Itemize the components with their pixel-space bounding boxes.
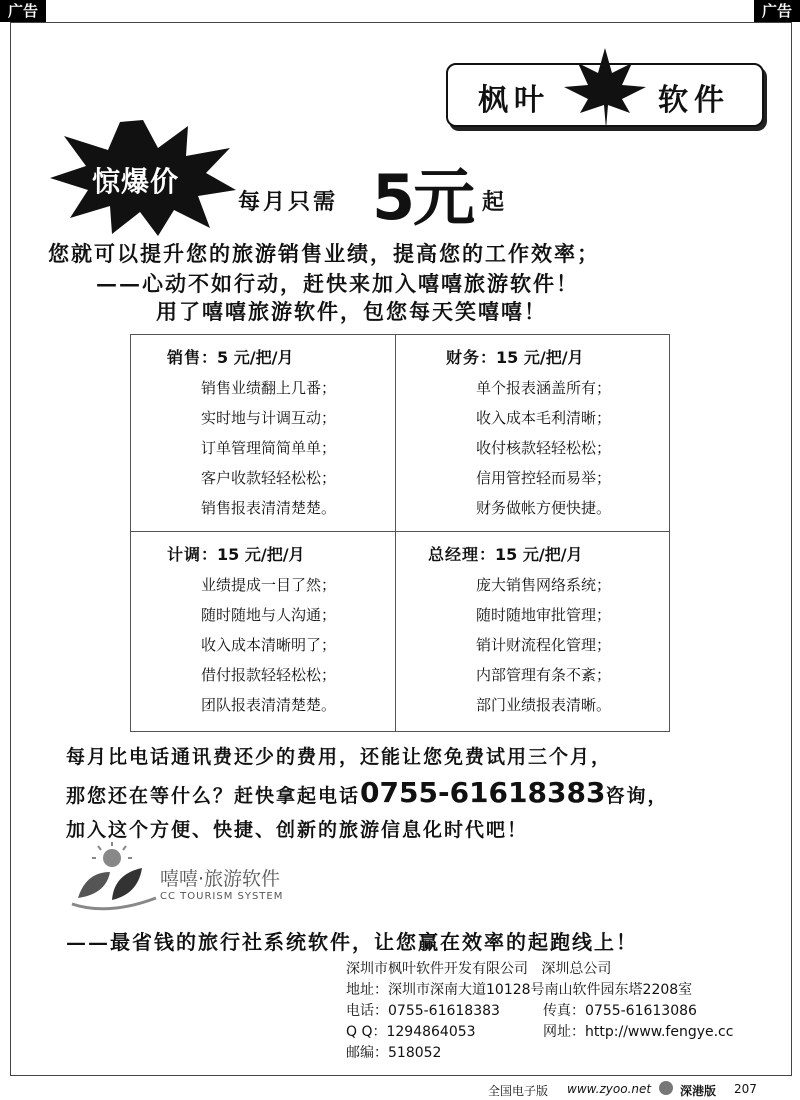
plan-feature: 销计财流程化管理； [476,636,612,654]
plan-feature: 信用管控轻而易举； [476,469,612,487]
plan-feature: 随时随地与人沟通； [201,606,337,624]
call-line: 加入这个方便、快捷、创新的旅游信息化时代吧！ [66,819,529,841]
grid-divider [395,335,396,731]
plan-feature: 业绩提成一目了然； [201,576,337,594]
company: 深圳市枫叶软件开发有限公司 [346,961,528,977]
plan-price: 5 元/把/月 [217,348,294,367]
company-name [346,958,611,978]
plan-feature: 收入成本清晰明了； [201,636,337,654]
product-en-name: CC TOURISM SYSTEM [160,891,284,902]
plan-head: 财务：15 元/把/月 [446,348,584,367]
monthly-prefix: 每月只需 [238,190,339,215]
tagline: ——最省钱的旅行社系统软件，让您赢在效率的起跑线上！ [66,930,638,954]
plan-feature: 订单管理简简单单； [201,439,337,457]
plan-price: 15 元/把/月 [495,545,583,564]
plan-feature: 单个报表涵盖所有； [476,379,612,397]
ad-tag-left: 广告 [0,0,46,22]
plan-feature: 内部管理有条不紊； [476,666,612,684]
brand-logo-box [446,63,764,127]
price: 5元 [372,161,474,234]
plan-head: 销售：5 元/把/月 [167,348,294,367]
footer-url[interactable]: www.zyoo.net [567,1082,652,1096]
plan-role: 计调 [167,545,202,564]
price-suffix: 起 [482,190,505,215]
burst-label: 惊爆价 [92,165,180,198]
plan-feature: 收付核款轻轻松松； [476,439,612,457]
fax: 传真：0755-61613086 [543,1003,697,1019]
plan-feature: 随时随地审批管理； [476,606,612,624]
page-number: 207 [734,1082,757,1096]
ad-tag-right: 广告 [754,0,800,22]
call-line [66,776,668,809]
sun-leaf-logo-icon [68,842,160,914]
brand-name-left: 枫叶 [478,83,550,118]
slogan-line: ——心动不如行动，赶快来加入嘻嘻旅游软件！ [96,271,579,296]
call-prefix: 那您还在等什么？赶快拿起电话 [66,785,361,807]
headquarters: 深圳总公司 [541,961,612,977]
plan-feature: 客户收款轻轻松松； [201,469,337,487]
plan-feature: 部门业绩报表清晰。 [476,696,612,714]
plan-feature: 销售业绩翻上几番； [201,379,337,397]
plan-role: 财务 [446,348,481,367]
plan-price: 15 元/把/月 [217,545,305,564]
plan-head: 计调：15 元/把/月 [167,545,305,564]
plan-role: 总经理 [428,545,480,564]
address: 地址：深圳市深南大道10128号南山软件园东塔2208室 [346,982,693,998]
plan-role: 销售 [167,348,202,367]
qq: Q Q：1294864053 [346,1024,476,1040]
plan-feature: 收入成本毛利清晰； [476,409,612,427]
maple-leaf-icon [560,43,650,133]
plan-feature: 销售报表清清楚楚。 [201,499,337,517]
plan-feature: 庞大销售网络系统； [476,576,612,594]
slogan-line: 用了嘻嘻旅游软件，包您每天笑嘻嘻！ [156,299,547,324]
call-suffix: 咨询， [605,785,669,807]
footer-edition: 全国电子版 [488,1084,549,1098]
website: 网址：http://www.fengye.cc [543,1024,734,1040]
telephone: 电话：0755-61618383 [346,1003,500,1019]
grid-divider [131,531,669,532]
plan-feature: 实时地与计调互动； [201,409,337,427]
product-name: 嘻嘻·旅游软件 [160,868,281,890]
slogan-line: 您就可以提升您的旅游销售业绩，提高您的工作效率； [48,241,600,266]
call-line: 每月比电话通讯费还少的费用，还能让您免费试用三个月， [66,746,613,768]
pricing-grid [130,334,670,732]
plan-feature: 财务做帐方便快捷。 [476,499,612,517]
plan-feature: 团队报表清清楚楚。 [201,696,337,714]
plan-price: 15 元/把/月 [496,348,584,367]
badge-icon [658,1080,674,1096]
postcode: 邮编：518052 [346,1045,442,1061]
plan-feature: 借付报款轻轻松松； [201,666,337,684]
plan-head: 总经理：15 元/把/月 [428,545,583,564]
brand-name-right: 软件 [658,83,730,118]
phone-number: 0755-61618383 [360,776,606,809]
footer-region: 深港版 [680,1084,717,1098]
